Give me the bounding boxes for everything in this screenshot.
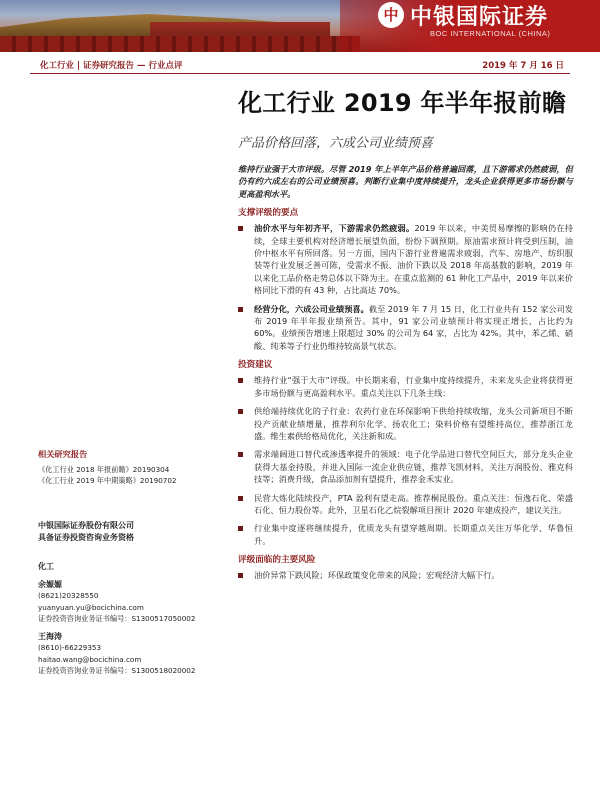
industry-label: 化工 <box>38 562 54 571</box>
related-report-link[interactable]: 《化工行业 2019 年中期策略》20190702 <box>38 476 177 485</box>
support-item <box>238 303 573 353</box>
company-name: 中银国际证券股份有限公司 <box>38 521 134 530</box>
company-qualification: 具备证券投资咨询业务资格 <box>38 532 134 542</box>
analyst-phone: (8621)20328550 <box>38 591 99 600</box>
invest-item <box>238 522 573 547</box>
invest-item-text: 行业集中度逐将继续提升，优质龙头有望穿越周期。长期重点关注万华化学、华鲁恒升。 <box>254 523 573 546</box>
section-heading-support: 支撑评级的要点 <box>238 208 299 219</box>
bullet-square-icon <box>238 452 243 457</box>
section-heading-risk: 评级面临的主要风险 <box>238 555 316 566</box>
analyst-name: 王海涛 <box>38 631 62 641</box>
risk-item <box>238 569 573 581</box>
sidebar-related <box>38 449 218 487</box>
analyst-email[interactable]: yuanyuan.yu@bocichina.com <box>38 602 144 612</box>
analyst-name: 余嫄嫄 <box>38 579 62 589</box>
report-category: 化工行业 | 证券研究报告 — 行业点评 <box>40 61 183 71</box>
bullet-square-icon <box>238 573 243 578</box>
bullet-square-icon <box>238 307 243 312</box>
header-banner <box>0 0 600 52</box>
analyst-phone: (8610)-66229353 <box>38 643 102 652</box>
invest-item <box>238 448 573 485</box>
support-item-lead: 经营分化，六成公司业绩预喜。 <box>254 303 369 314</box>
support-item-lead: 油价水平与年初齐平，下游需求仍然疲弱。 <box>254 223 415 234</box>
invest-item <box>238 405 573 442</box>
bullet-square-icon <box>238 226 243 231</box>
invest-item-text: 维持行业“强于大市”评级。中长期来看，行业集中度持续提升，未来龙头企业将获得更多市场份额与更高盈利水平。重点关注以下几条主线： <box>254 375 573 398</box>
invest-item <box>238 492 573 517</box>
brand-name-en: BOC INTERNATIONAL (CHINA) <box>430 29 551 38</box>
invest-item <box>238 374 573 399</box>
bullet-square-icon <box>238 526 243 531</box>
support-item-text: 截至 2019 年 7 月 15 日，化工行业共有 152 家公司发布 2019 年半年报业绩预告。其中，91 家公司业绩预计将实现正增长，占比约为 60%。业绩预告增速上限超过 30% 的公司为 64 家，占比为 42%。其中，苯乙烯、硝酸、纯苯等子行业仍维持较高景气状态。 <box>254 303 573 351</box>
boc-logo-icon: 中 <box>378 2 404 28</box>
report-date: 2019 年 7 月 16 日 <box>482 61 564 71</box>
brand-name-cn: 中银国际证券 <box>410 4 549 30</box>
banner-wall-decoration <box>0 36 360 52</box>
analyst-card <box>38 579 218 625</box>
analyst-license: 证券投资咨询业务证书编号：S1300518020002 <box>38 666 196 675</box>
analyst-license: 证券投资咨询业务证书编号：S1300517050002 <box>38 614 196 623</box>
bullet-square-icon <box>238 496 243 501</box>
section-heading-invest: 投资建议 <box>238 360 273 371</box>
invest-item-text: 供给端持续优化的子行业：农药行业在环保影响下供给持续收缩，龙头公司新项目不断投产贡献业绩增量，推荐利尔化学、扬农化工；染料价格有望维持高位，推荐浙江龙盛。维生素供给格局优化，关注新和成。 <box>254 406 573 441</box>
sidebar-company <box>38 520 218 543</box>
report-header-bar <box>30 58 570 74</box>
report-title: 化工行业 2019 年半年报前瞻 <box>238 89 567 117</box>
report-subtitle: 产品价格回落，六成公司业绩预喜 <box>238 136 434 151</box>
sidebar-analysts <box>38 561 218 677</box>
support-item-text: 2019 年以来，中美贸易摩擦的影响仍在持续，全球主要机构对经济增长展望负面，纷纷下调预期。原油需求预计将受到压制，油价中枢水平有所回落。另一方面，国内下游行业普遍需求疲弱，汽车、房地产、纺织服装等行业发展乏善可陈，受需求不振、油价下跌以及 2018 年高基数的影响，2019 年以来化工品价格走势总体以下降为主。在重点监测的 61 种化工产品中，2019 年以来价格同比下滑的有 43 种，占比高达 70%。 <box>254 223 573 296</box>
bullet-square-icon <box>238 378 243 383</box>
analyst-email[interactable]: haitao.wang@bocichina.com <box>38 654 142 664</box>
bullet-square-icon <box>238 409 243 414</box>
related-report-link[interactable]: 《化工行业 2018 年报前瞻》20190304 <box>38 464 170 474</box>
support-item <box>238 222 573 296</box>
main-content <box>238 163 573 588</box>
related-heading: 相关研究报告 <box>38 449 88 459</box>
invest-item-text: 民营大炼化陆续投产，PTA 盈利有望走高。推荐桐昆股份。重点关注：恒逸石化、荣盛石化、恒力股份等。此外，卫星石化乙烷裂解项目预计 2020 年建成投产，建议关注。 <box>254 492 573 515</box>
summary-paragraph: 维持行业强于大市评级。尽管 2019 年上半年产品价格普遍回落，且下游需求仍然疲弱，但仍有约六成左右的公司业绩预喜。判断行业集中度持续提升，龙头企业获得更多市场份额与更高盈利水平。 <box>238 164 573 199</box>
invest-item-text: 需求端阔进口替代或渗透率提升的领域：电子化学品进口替代空间巨大，部分龙头企业获得大基金持股，并进入国际一流企业供应链，推荐飞凯材料，关注万润股份、雅克科技等；消费升级，食品添加剂有望提升，推荐金禾实业。 <box>254 449 573 485</box>
analyst-card <box>38 631 218 677</box>
risk-item-text: 油价异常下跌风险；环保政策变化带来的风险；宏观经济大幅下行。 <box>254 570 500 581</box>
